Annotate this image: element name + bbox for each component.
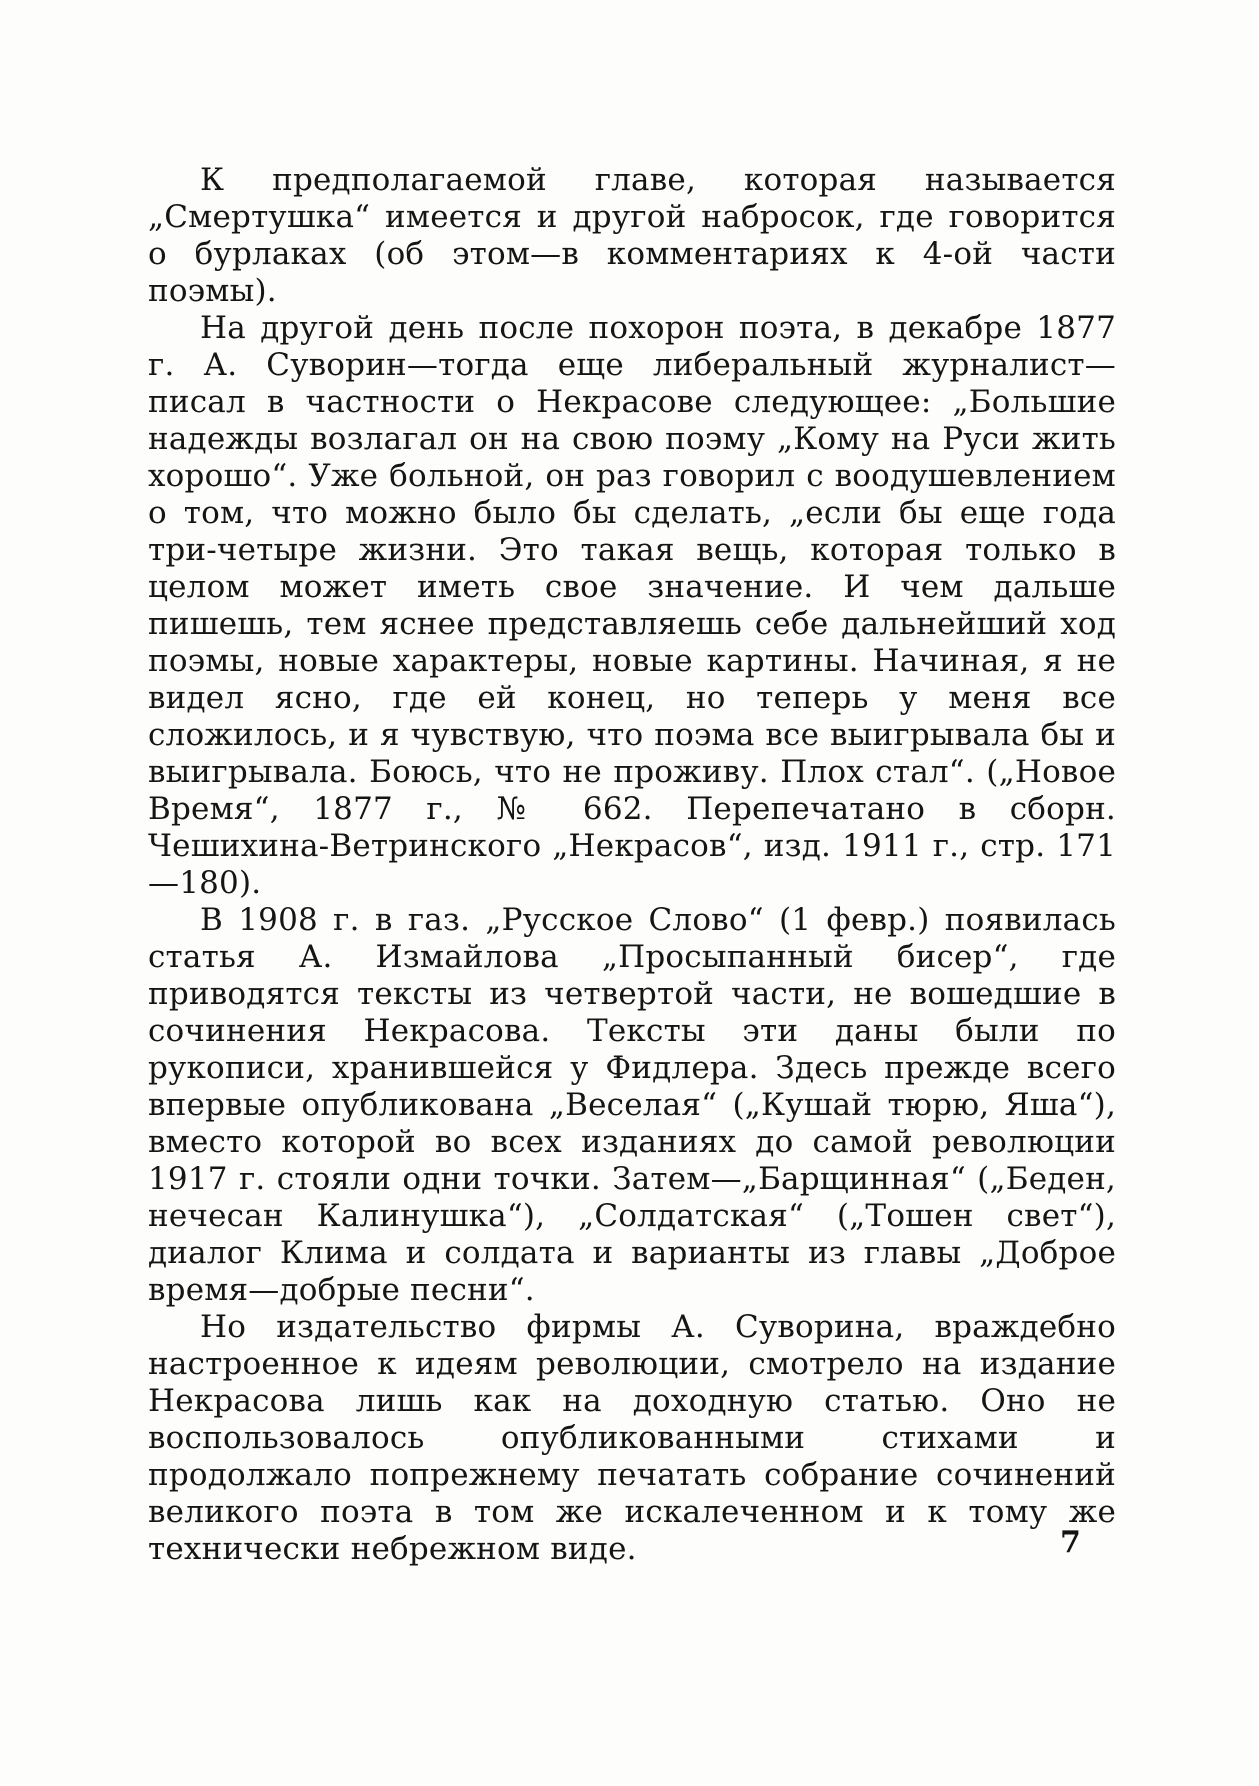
paragraph-1: К предполагаемой главе, которая называется „Смертушка“ имеется и другой набросок, где говорится о бурлаках (об этом—в комментариях к 4-ой части поэмы). [148,162,1116,309]
paragraph-2: На другой день после похорон поэта, в декабре 1877 г. А. Суворин—тогда еще либеральный журналист—писал в частности о Некрасове следующее: „Большие надежды возлагал он на свою поэму „Кому на Руси жить хорошо“. Уже больной, он раз говорил с воодушевлением о том, что можно было бы сделать, „если бы еще года три-четыре жизни. Это такая вещь, которая только в целом может иметь свое значение. И чем дальше пишешь, тем яснее представляешь себе дальнейший ход поэмы, новые характеры, новые картины. Начиная, я не видел ясно, где ей конец, но теперь у меня все сложилось, и я чувствую, что поэма все выигрывала бы и выигрывала. Боюсь, что не проживу. Плох стал“. („Новое Время“, 1877 г., № 662. Перепечатано в сборн. Чешихина-Ветринского „Некрасов“, изд. 1911 г., стр. 171—180). [148,310,1116,901]
paragraph-4: Но издательство фирмы А. Суворина, враждебно настроенное к идеям революции, смотрело на издание Некрасова лишь как на доходную статью. Оно не воспользовалось опубликованными стихами и продолжало попрежнему печатать собрание сочинений великого поэта в том же искалеченном и к тому же технически небрежном виде. [148,1309,1116,1567]
page-number: 7 [1060,1525,1081,1560]
paragraph-3: В 1908 г. в газ. „Русское Слово“ (1 февр.) появилась статья А. Измайлова „Просыпанный бисер“, где приводятся тексты из четвертой части, не вошедшие в сочинения Некрасова. Тексты эти даны были по рукописи, хранившейся у Фидлера. Здесь прежде всего впервые опубликована „Веселая“ („Кушай тюрю, Яша“), вместо которой во всех изданиях до самой революции 1917 г. стояли одни точки. Затем—„Барщинная“ („Беден, нечесан Калинушка“), „Солдатская“ („Тошен свет“), диалог Клима и солдата и варианты из главы „Доброе время—добрые песни“. [148,902,1116,1308]
body-text [148,162,1116,1568]
